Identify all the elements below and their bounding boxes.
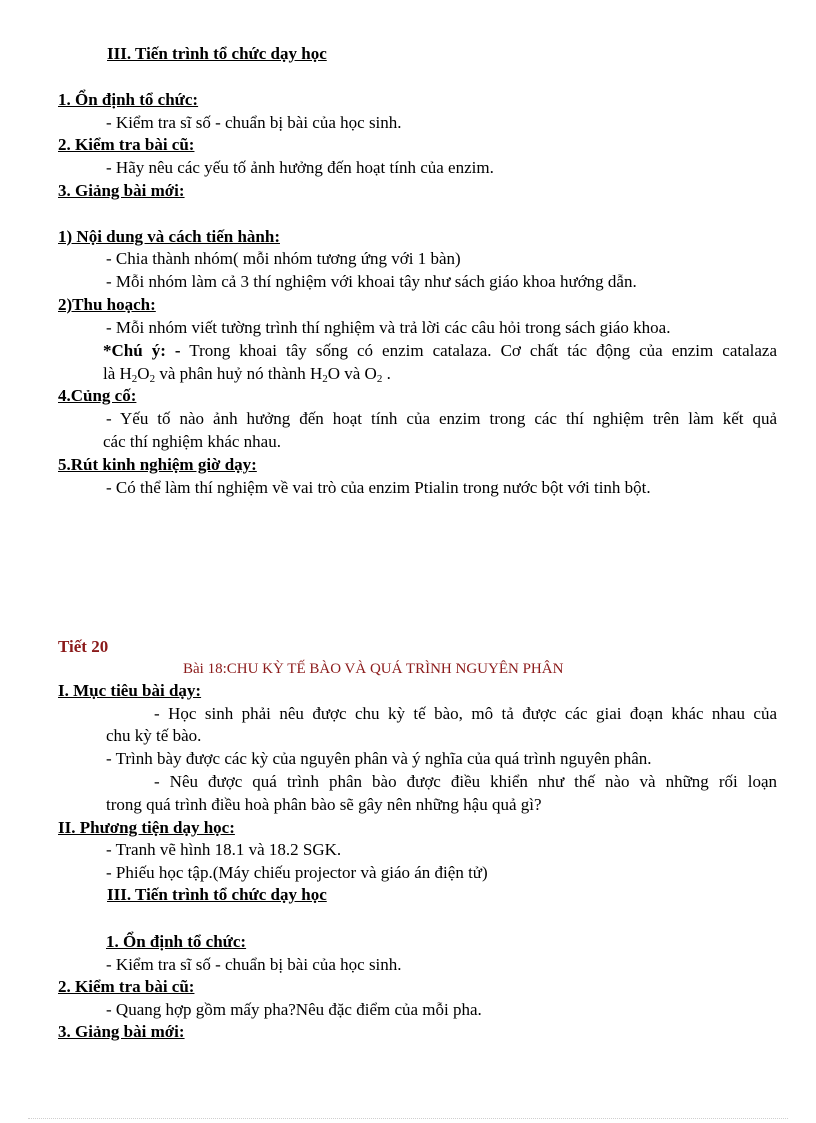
step-1-heading-2: 1. Ổn định tổ chức:	[106, 932, 247, 951]
consolidation-text-2: các thí nghiệm khác nhau.	[103, 432, 281, 451]
objective-3-line-1: - Nêu được quá trình phân bào được điều khiển như thế nào và những rối loạn	[154, 772, 777, 791]
note-text-2e: .	[382, 364, 391, 383]
page-bottom-divider	[28, 1118, 788, 1119]
note-text-1: Trong khoai tây sống có enzim catalaza. Cơ chất tác động của enzim catalaza	[180, 341, 777, 360]
objective-3-line-2: trong quá trình điều hoà phân bào sẽ gây nên những hậu quả gì?	[106, 795, 542, 814]
note-label: *Chú ý: -	[103, 341, 181, 360]
content-heading: 1) Nội dung và cách tiến hành:	[58, 227, 280, 246]
objectives-heading: I. Mục tiêu bài dạy:	[58, 681, 202, 700]
note-text-2b: O	[137, 364, 150, 383]
note-line-1	[103, 341, 777, 361]
note-sub-3: 2	[322, 373, 328, 385]
content-item-1: - Chia thành nhóm( mỗi nhóm tương ứng với 1 bàn)	[106, 249, 461, 268]
lesson-title: Bài 18:CHU KỲ TẾ BÀO VÀ QUÁ TRÌNH NGUYÊN PHÂN	[183, 661, 564, 677]
step-2-text-2: - Quang hợp gồm mấy pha?Nêu đặc điểm của mỗi pha.	[106, 1000, 482, 1019]
experience-text: - Có thể làm thí nghiệm về vai trò của enzim Ptialin trong nước bột với tinh bột.	[106, 478, 651, 497]
consolidation-text-1: - Yếu tố nào ảnh hưởng đến hoạt tính của enzim trong các thí nghiệm trên làm kết quả	[106, 409, 777, 428]
section-heading-iii: III. Tiến trình tổ chức dạy học	[107, 44, 327, 63]
means-item-1: - Tranh vẽ hình 18.1 và 18.2 SGK.	[106, 840, 342, 859]
note-sub-4: 2	[376, 373, 383, 385]
step-3-heading-2: 3. Giảng bài mới:	[58, 1022, 185, 1041]
experience-heading: 5.Rút kinh nghiệm giờ dạy:	[58, 455, 257, 474]
objective-1-line-2: chu kỳ tế bào.	[106, 726, 202, 745]
consolidation-heading: 4.Củng cố:	[58, 386, 137, 405]
harvest-heading: 2)Thu hoạch:	[58, 295, 156, 314]
content-item-2: - Mỗi nhóm làm cả 3 thí nghiệm với khoai tây như sách giáo khoa hướng dẫn.	[106, 272, 637, 291]
step-3-heading: 3. Giảng bài mới:	[58, 181, 185, 200]
objective-1-line-1: - Học sinh phải nêu được chu kỳ tế bào, mô tả được các giai đoạn khác nhau của	[154, 704, 777, 723]
step-2-heading-2: 2. Kiểm tra bài cũ:	[58, 977, 195, 996]
section-heading-iii-2: III. Tiến trình tổ chức dạy học	[107, 885, 327, 904]
step-1-text-2: - Kiểm tra sĩ số - chuẩn bị bài của học sinh.	[106, 955, 402, 974]
note-text-2c: và phân huỷ nó thành H	[155, 364, 323, 383]
note-line-2	[103, 364, 391, 384]
note-text-2d: O và O	[327, 364, 377, 383]
harvest-item-1: - Mỗi nhóm viết tường trình thí nghiệm và trả lời các câu hỏi trong sách giáo khoa.	[106, 318, 671, 337]
means-heading: II. Phương tiện dạy học:	[58, 818, 235, 837]
step-1-heading: 1. Ổn định tổ chức:	[58, 90, 199, 109]
step-1-text: - Kiểm tra sĩ số - chuẩn bị bài của học sinh.	[106, 113, 402, 132]
step-2-heading: 2. Kiểm tra bài cũ:	[58, 135, 195, 154]
lesson-number: Tiết 20	[58, 637, 109, 656]
note-sub-2: 2	[149, 373, 156, 385]
note-text-2a: là H	[103, 364, 132, 383]
note-sub-1: 2	[131, 373, 138, 385]
objective-2: - Trình bày được các kỳ của nguyên phân và ý nghĩa của quá trình nguyên phân.	[106, 749, 652, 768]
means-item-2: - Phiếu học tập.(Máy chiếu projector và giáo án điện tử)	[106, 863, 488, 882]
step-2-text: - Hãy nêu các yếu tố ảnh hưởng đến hoạt tính của enzim.	[106, 158, 494, 177]
